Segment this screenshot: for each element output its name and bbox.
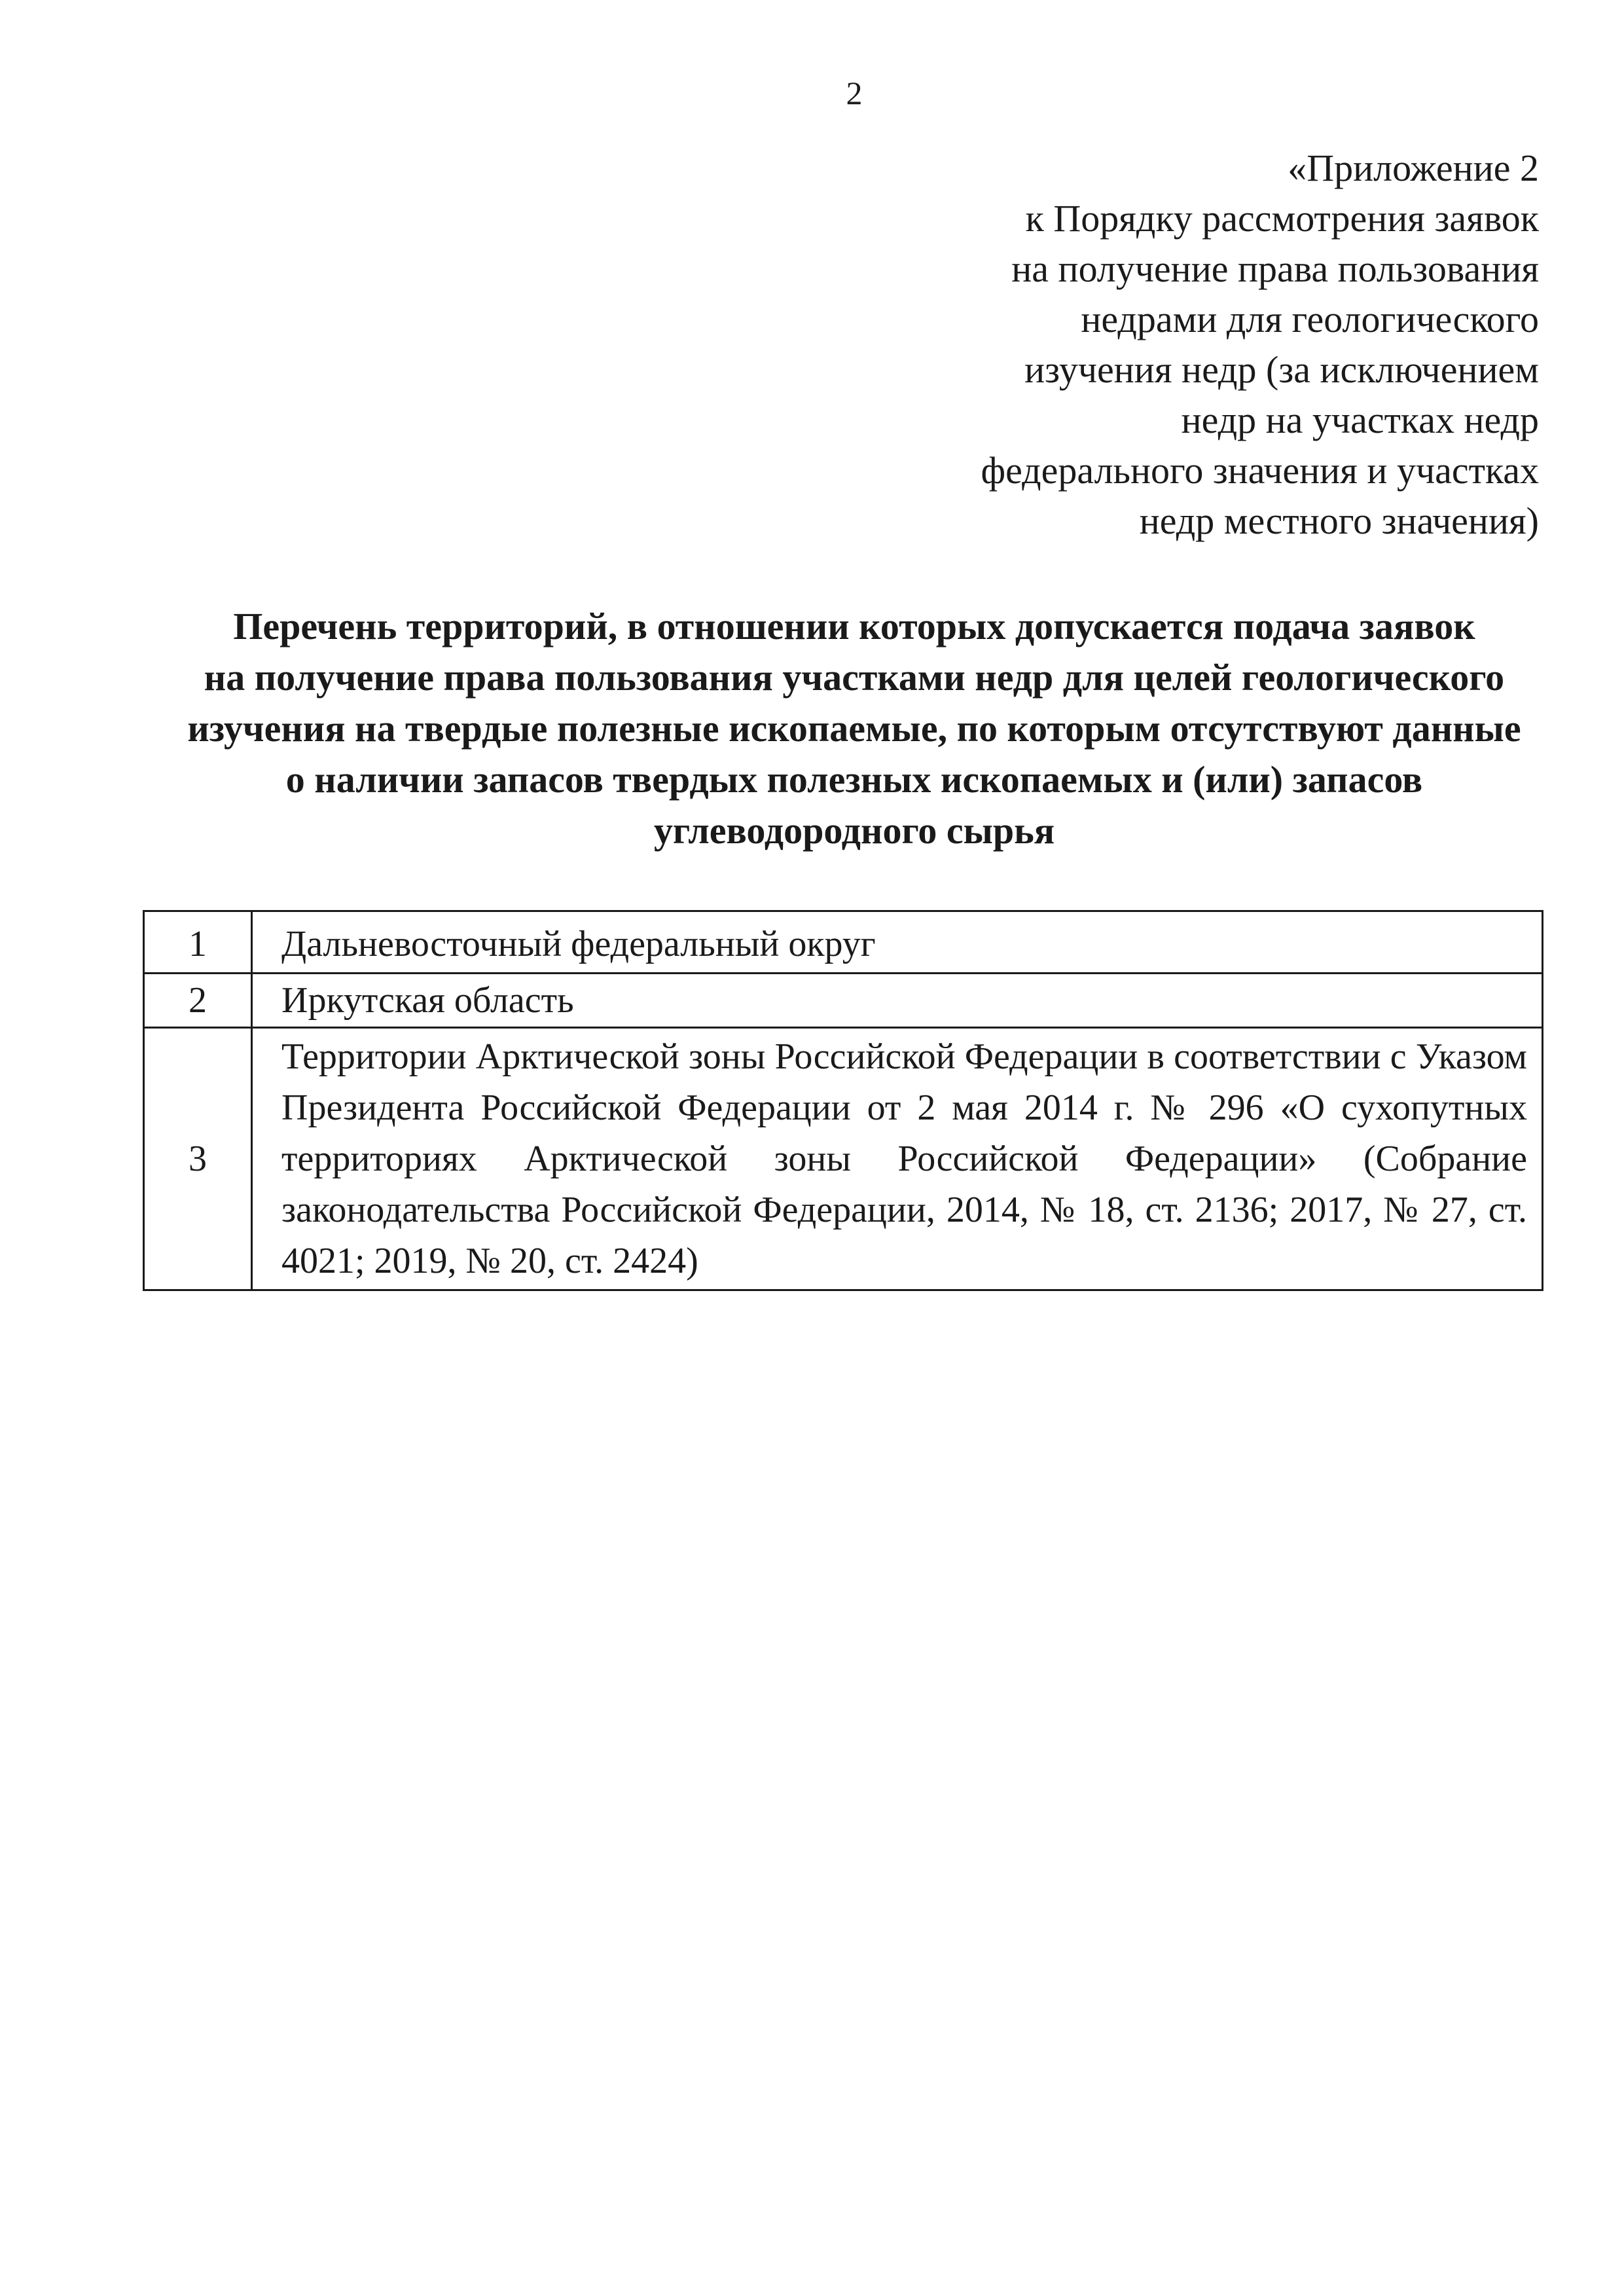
table-row	[144, 1028, 1543, 1290]
row-number: 1	[144, 911, 252, 974]
page-number: 2	[846, 75, 863, 111]
table-row	[144, 974, 1543, 1028]
title-line: углеводородного сырья	[653, 809, 1055, 852]
territory-name: Территории Арктической зоны Российской Федерации в соответствии с Указом Президента Российской Федерации от 2 мая 2014 г. № 296 «О сухопутных территориях Арктической зоны Российской Федерации» (Собрание законодательства Российской Федерации, 2014, № 18, ст. 2136; 2017, № 27, ст. 4021; 2019, № 20, ст. 2424)	[252, 1028, 1543, 1290]
title-line: Перечень территорий, в отношении которых допускается подача заявок	[233, 605, 1475, 647]
row-number: 3	[144, 1028, 252, 1290]
appendix-line: недр на участках недр	[1181, 399, 1539, 441]
territory-name: Иркутская область	[252, 974, 1543, 1028]
appendix-line: изучения недр (за исключением	[1024, 348, 1539, 391]
title-line: изучения на твердые полезные ископаемые, по которым отсутствуют данные	[187, 707, 1521, 750]
territory-name: Дальневосточный федеральный округ	[252, 911, 1543, 974]
title-line: о наличии запасов твердых полезных ископаемых и (или) запасов	[285, 758, 1423, 801]
appendix-line: федерального значения и участках	[981, 449, 1539, 492]
territories-table	[143, 910, 1543, 1291]
document-title	[157, 601, 1551, 856]
appendix-line: на получение права пользования	[1011, 247, 1539, 290]
appendix-reference	[753, 143, 1539, 546]
table-row	[144, 911, 1543, 974]
appendix-line: к Порядку рассмотрения заявок	[1025, 197, 1539, 240]
appendix-line: недр местного значения)	[1139, 500, 1539, 542]
appendix-line: недрами для геологического	[1081, 298, 1539, 340]
title-line: на получение права пользования участками недр для целей геологического	[204, 656, 1505, 699]
row-number: 2	[144, 974, 252, 1028]
appendix-line: «Приложение 2	[1288, 147, 1539, 189]
